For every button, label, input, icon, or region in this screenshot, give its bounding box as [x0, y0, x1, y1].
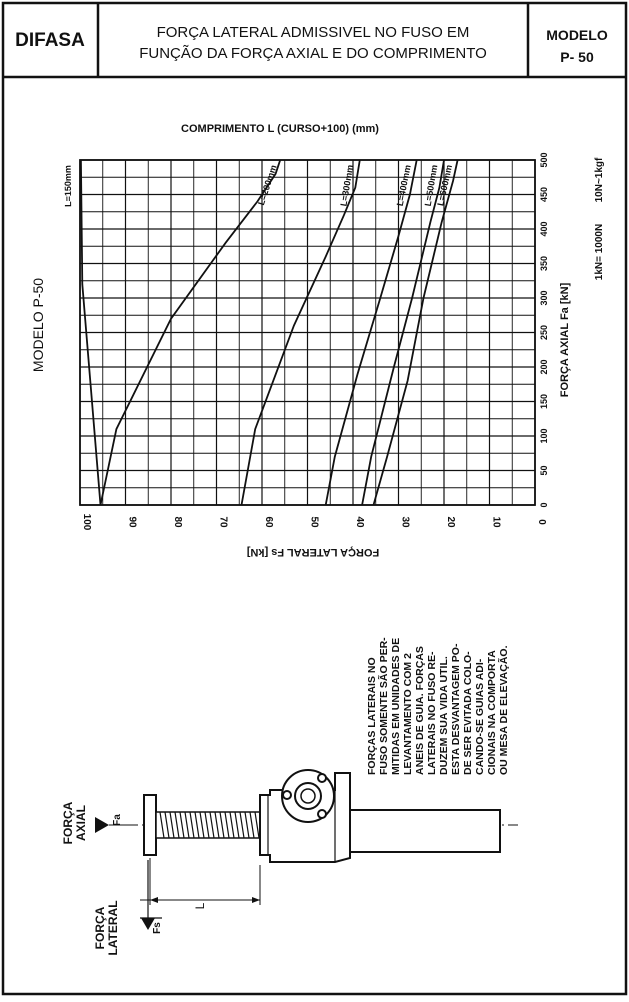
note-line: CIONAIS NA COMPORTA	[486, 650, 498, 775]
axial-force-label-2: AXIAL	[74, 805, 88, 841]
x-tick-label: 50	[308, 516, 320, 528]
unit-note-2: 1kN= 1000N	[594, 223, 605, 281]
x-axis-label: FORÇA LATERAL Fs [kN]	[246, 546, 380, 558]
y-tick-label: 500	[539, 152, 549, 168]
x-tick-label: 10	[490, 516, 502, 528]
notes-block	[366, 637, 510, 775]
flange-plate	[144, 795, 156, 855]
y-tick-label: 300	[539, 290, 549, 306]
y-tick-label: 400	[539, 221, 549, 237]
x-tick-label: 30	[399, 516, 411, 528]
y-tick-label: 250	[539, 324, 549, 341]
model-value: P- 50	[560, 49, 594, 65]
x-tick-label: 70	[217, 516, 229, 528]
x-tick-label: 100	[81, 513, 92, 531]
series-label: L=500mm	[422, 164, 440, 207]
axial-force-symbol: Fa	[112, 814, 123, 826]
chart	[63, 123, 605, 558]
series-label: L=200mm	[256, 163, 279, 207]
note-line: DUZEM SUA VIDA UTIL.	[438, 656, 450, 775]
y-tick-label: 50	[539, 465, 549, 476]
y-tick-label: 100	[539, 428, 549, 444]
y-tick-labels	[539, 152, 549, 507]
lateral-force-label-2: LATERAL	[106, 900, 120, 956]
header	[3, 3, 626, 77]
screw-jack-drawing	[61, 770, 522, 956]
note-line: DE SER EVITADA COLO-	[462, 651, 474, 775]
note-line: OU MESA DE ELEVAÇÃO.	[498, 645, 510, 775]
protective-tube	[350, 810, 500, 852]
brand-logo: DIFASA	[15, 30, 85, 51]
axial-force-arrow-icon	[95, 817, 109, 833]
lateral-force-label-1: FORÇA	[93, 906, 107, 950]
series-label: L=150mm	[62, 165, 74, 207]
note-line: MITIDAS EM UNIDADES DE	[390, 637, 402, 775]
unit-note-1: 10N~1kgf	[594, 157, 605, 203]
note-line: ANEIS DE GUIA. FORÇAS	[414, 646, 426, 775]
bolt-icon	[283, 791, 291, 799]
x-tick-label: 40	[354, 516, 365, 528]
x-tick-label: 60	[263, 516, 274, 528]
series-label: L=600mm	[435, 163, 455, 207]
note-line: LATERAIS NO FUSO RE-	[426, 651, 438, 775]
series-label: L=300mm	[338, 164, 356, 207]
chart-grid	[80, 160, 535, 505]
y-tick-label: 150	[539, 393, 549, 410]
model-label: MODELO	[546, 27, 608, 43]
y-tick-label: 200	[539, 359, 549, 375]
x-tick-label: 80	[172, 516, 183, 528]
note-line: ESTA DESVANTAGEM PO-	[450, 643, 462, 775]
note-line: FORÇAS LATERAIS NO	[366, 657, 378, 775]
y-tick-label: 0	[539, 502, 549, 508]
x-tick-label: 20	[445, 516, 456, 528]
axial-force-label-1: FORÇA	[61, 801, 75, 845]
chart-title: COMPRIMENTO L (CURSO+100) (mm)	[181, 123, 379, 135]
y-axis-label: FORÇA AXIAL Fa [kN]	[559, 282, 571, 398]
note-line: FUSO SOMENTE SÃO PER-	[378, 637, 390, 775]
note-line: LEVANTAMENTO COM 2	[402, 653, 414, 775]
bolt-icon	[318, 774, 326, 782]
note-line: CANDO-SE GUIAS ADI-	[474, 658, 486, 775]
y-tick-label: 450	[539, 186, 549, 203]
y-tick-label: 350	[539, 255, 549, 272]
side-model-label: MODELO P-50	[30, 277, 46, 373]
series-label: L=400mm	[394, 163, 413, 207]
bolt-icon	[318, 810, 326, 818]
lateral-force-symbol: Fs	[152, 922, 163, 934]
header-title-line1: FORÇA LATERAL ADMISSIVEL NO FUSO EM	[156, 24, 470, 41]
x-tick-label: 90	[126, 516, 138, 528]
x-tick-label: 0	[536, 519, 547, 525]
x-tick-labels	[81, 514, 547, 531]
header-title-line2: FUNÇÃO DA FORÇA AXIAL E DO COMPRIMENTO	[139, 45, 487, 62]
length-symbol: L	[193, 902, 207, 910]
